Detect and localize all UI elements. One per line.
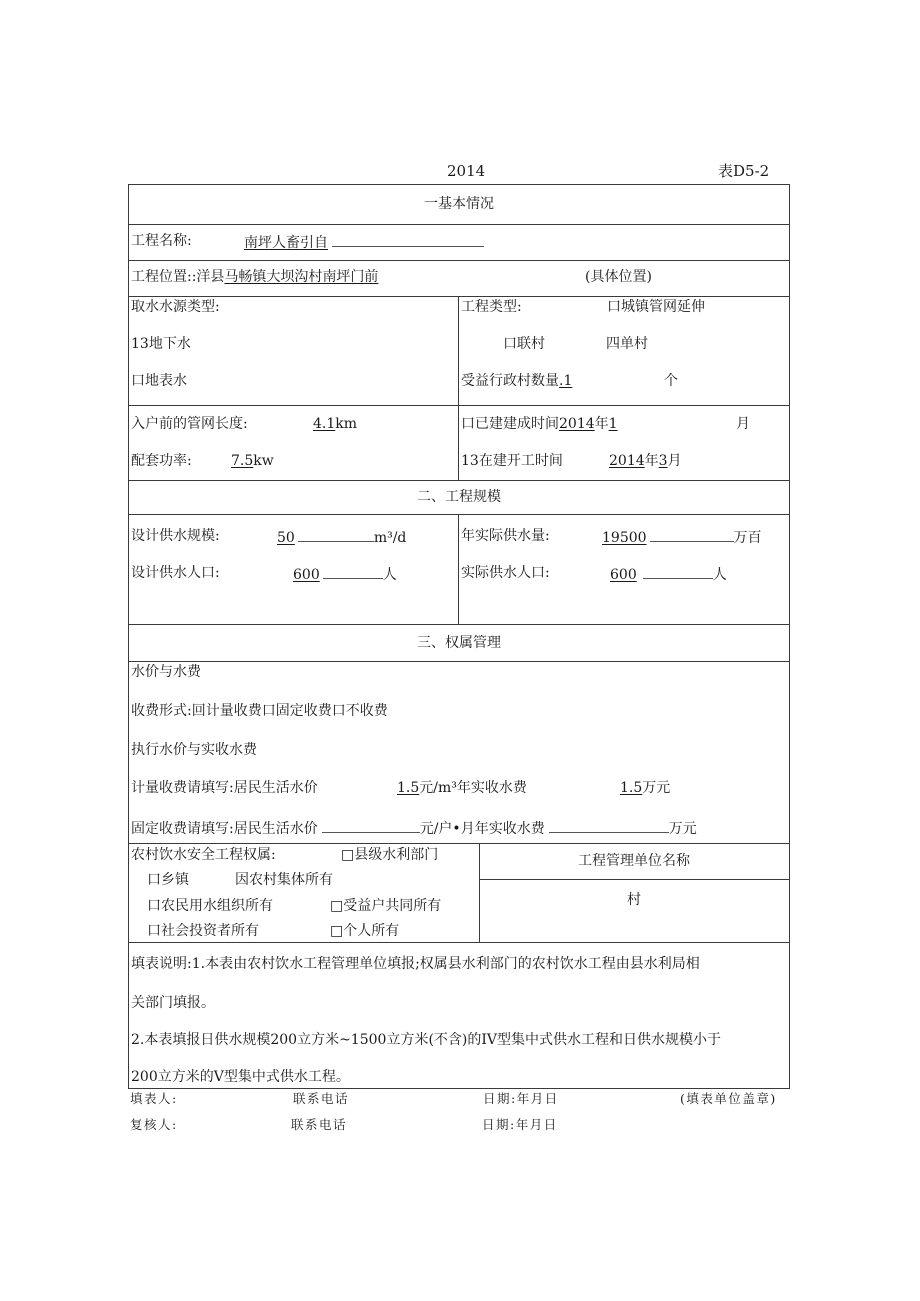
project-type-urban-option[interactable]: 口城镇管网延伸 [607,299,705,315]
location-hint: (具体位置) [585,269,652,285]
actual-population-unit: 人 [712,567,727,583]
project-type-single-option[interactable]: 四单村 [606,336,648,352]
fixed-fee-unit: 万元 [668,821,697,837]
power-field[interactable] [231,452,274,470]
reviewer-label: 复核人: [130,1117,178,1132]
project-name-value: 南坪人畜引自 [244,235,328,251]
metered-fee-value: 1.5 [620,780,643,796]
project-name-field[interactable] [244,232,484,252]
annual-supply-value: 19500 [602,530,647,546]
beneficiary-label: 受益行政村数量 [461,373,559,389]
power-unit: kw [253,453,274,469]
beneficiary-value: .1 [559,373,573,389]
fixed-price-unit: 元/户•月年实收水费 [419,821,545,837]
mgmt-unit-header: 工程管理单位名称 [578,853,690,869]
metered-fee-unit: 万元 [642,780,671,796]
water-source-groundwater-option[interactable]: 13地下水 [131,336,191,352]
notes-line-1: 填表说明:1.本表由农村饮水工程管理单位填报;权属县水利部门的农村饮水工程由县水利局相 [131,956,700,972]
actual-population-label: 实际供水人口: [461,565,550,581]
actual-population-value: 600 [610,567,637,583]
mgmt-unit-value[interactable]: 村 [627,892,641,908]
water-source-surface-option[interactable]: 口地表水 [131,373,187,389]
construction-time-label: 13在建开工时间 [461,453,563,469]
design-capacity-field[interactable] [277,527,406,547]
filler-label: 填表人: [130,1091,178,1106]
annual-supply-field[interactable] [602,527,762,547]
actual-population-field[interactable] [610,564,727,584]
built-time-field[interactable] [461,415,618,433]
annual-supply-label: 年实际供水量: [461,528,550,544]
rights-label: 农村饮水安全工程权属: [131,847,276,863]
built-year-unit: 年 [594,416,609,432]
fee-title: 水价与水费 [131,664,201,680]
metered-price-unit: 元/m³年实收水费 [419,780,527,796]
construction-month: 3 [658,453,668,469]
built-year: 2014 [559,416,595,432]
design-capacity-value: 50 [277,530,295,546]
metered-price-field[interactable] [397,779,527,797]
project-type-multi-option[interactable]: 口联村 [503,336,545,352]
section-title-ownership: 三、权属管理 [417,635,501,651]
design-population-field[interactable] [293,564,397,584]
metered-fee-field[interactable] [620,779,670,797]
rights-option-individual[interactable]: □个人所有 [330,923,400,939]
construction-year-unit: 年 [644,453,659,469]
fixed-label: 固定收费请填写:居民生活水价 [131,821,318,837]
construction-month-unit: 月 [667,453,682,469]
design-capacity-label: 设计供水规模: [131,528,220,544]
location-town: 马畅镇 [224,269,267,285]
construction-year: 2014 [609,453,645,469]
reviewer-phone-label: 联系电话 [291,1117,348,1132]
rights-option-investor[interactable]: 口社会投资者所有 [147,923,259,939]
filler-phone-label: 联系电话 [293,1091,350,1106]
notes-line-3: 2.本表填报日供水规模200立方米~1500立方米(不含)的IV型集中式供水工程和日供水规模小于 [131,1032,722,1048]
metered-label: 计量收费请填写:居民生活水价 [131,780,318,796]
project-name-label: 工程名称: [131,233,192,249]
pipe-length-unit: km [335,416,358,432]
pipe-length-field[interactable] [313,415,357,433]
filler-date-label: 日期:年月日 [483,1091,559,1106]
rights-option-village[interactable]: 因农村集体所有 [235,872,333,888]
notes-line-4: 200立方米的V型集中式供水工程。 [131,1069,350,1085]
reviewer-date-label: 日期:年月日 [482,1117,558,1132]
built-time-label: 口已建建成时间 [461,416,559,432]
rights-option-farmer-org[interactable]: 口农民用水组织所有 [147,898,273,914]
power-label: 配套功率: [131,453,192,469]
construction-time-field[interactable] [609,452,682,470]
built-month: 1 [608,416,618,432]
beneficiary-field[interactable] [461,372,572,390]
design-population-unit: 人 [382,567,397,583]
rights-option-county[interactable]: □县级水利部门 [341,847,439,863]
location-field[interactable] [131,268,378,286]
fixed-fee-row[interactable] [131,818,697,838]
built-month-unit: 月 [736,416,750,432]
section-title-scale: 二、工程规模 [417,489,501,505]
location-detail: 南坪门前 [322,269,379,285]
design-population-value: 600 [293,567,320,583]
location-label: 工程位置: [131,269,192,285]
report-year: 2014 [447,162,486,180]
price-title: 执行水价与实收水费 [131,742,257,758]
seal-label: (填表单位盖章) [680,1091,777,1106]
rights-option-beneficiaries[interactable]: □受益户共同所有 [330,898,442,914]
pipe-length-value: 4.1 [313,416,336,432]
form-code: 表D5-2 [718,162,770,180]
project-type-label: 工程类型: [461,299,522,315]
rights-option-township[interactable]: 口乡镇 [147,872,189,888]
location-village: 大坝沟村 [266,269,323,285]
metered-price-value: 1.5 [397,780,420,796]
fixed-fee-input[interactable] [549,818,669,833]
beneficiary-unit: 个 [664,373,678,389]
design-capacity-unit: m³/d [373,530,407,546]
fixed-price-input[interactable] [322,818,420,833]
water-source-label: 取水水源类型: [131,299,220,315]
notes-line-2: 关部门填报。 [131,995,215,1011]
section-title-basic: 一基本情况 [424,196,494,212]
power-value: 7.5 [231,453,254,469]
design-population-label: 设计供水人口: [131,565,220,581]
annual-supply-unit: 万百 [733,530,762,546]
pipe-length-label: 入户前的管网长度: [131,416,248,432]
fee-form-options[interactable]: 收费形式:回计量收费口固定收费口不收费 [131,703,388,719]
location-county: :洋县 [191,269,225,285]
